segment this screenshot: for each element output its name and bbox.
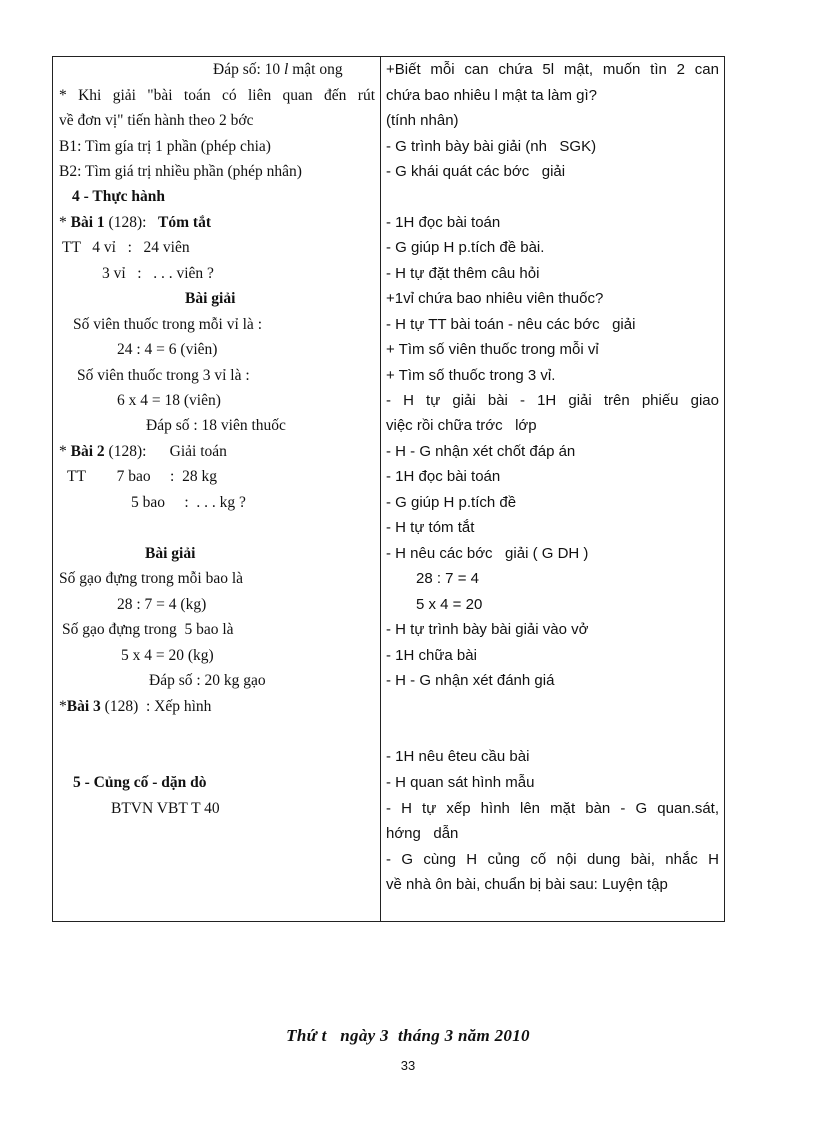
bai3-star: *: [59, 698, 67, 715]
right-line-2: chứa bao nhiêu l mật ta làm gì?: [386, 87, 597, 104]
right-line-24: - H - G nhận xét đánh giá: [386, 672, 555, 689]
bai1-ref: (128):: [104, 214, 159, 231]
homework-line: BTVN VBT T 40: [111, 800, 220, 817]
right-line-29: - G cùng H củng cố nội dung bài, nhắc H: [386, 851, 719, 868]
bai2-solution-heading: Bài giải: [145, 545, 196, 562]
right-line-9: +1vỉ chứa bao nhiêu viên thuốc?: [386, 290, 604, 307]
right-line-23: - 1H chữa bài: [386, 647, 477, 664]
right-line-14: việc rồi chữa trớc lớp: [386, 417, 537, 434]
bai1-solution-4: 6 x 4 = 18 (viên): [117, 392, 221, 409]
right-line-1: +Biết mỗi can chứa 5l mật, muốn tìn 2 can: [386, 61, 719, 78]
bai2-ref: (128): Giải toán: [104, 443, 227, 460]
answer-unit: l: [284, 61, 289, 78]
bai1-solution-1: Số viên thuốc trong mỗi vỉ là :: [73, 316, 262, 333]
right-line-30: về nhà ôn bài, chuẩn bị bài sau: Luyện tập: [386, 876, 668, 893]
bai2-solution-1: Số gạo đựng trong mỗi bao là: [59, 570, 244, 587]
bai2-solution-3: Số gạo đựng trong 5 bao là: [62, 621, 234, 638]
bai3-ref: (128) : Xếp hình: [100, 698, 212, 715]
right-line-16: - 1H đọc bài toán: [386, 468, 501, 485]
bai2-answer: Đáp số : 20 kg gạo: [149, 672, 266, 689]
right-line-5: - G khái quát các bớc giải: [386, 163, 566, 180]
right-line-12: + Tìm số thuốc trong 3 vỉ.: [386, 367, 556, 384]
note-line-1: * Khi giải "bài toán có liên quan đến rút: [59, 87, 375, 104]
bai1-title: Bài 1: [70, 214, 105, 231]
footer-date: Thứ t ngày 3 tháng 3 năm 2010: [286, 1026, 530, 1045]
bai2-summary-2: 5 bao : . . . kg ?: [131, 494, 246, 511]
lesson-table: [52, 56, 725, 922]
right-line-17: - G giúp H p.tích đề: [386, 494, 517, 511]
right-line-4: - G trình bày bài giải (nh SGK): [386, 138, 597, 155]
note-line-2: về đơn vị" tiến hành theo 2 bớc: [59, 112, 254, 129]
step-b1: B1: Tìm gía trị 1 phần (phép chia): [59, 138, 271, 155]
right-line-26: - H quan sát hình mẫu: [386, 774, 535, 791]
right-line-6: - 1H đọc bài toán: [386, 214, 501, 231]
bai1-star: *: [59, 214, 71, 231]
bai3-heading: [59, 697, 211, 717]
section-4-heading: 4 - Thực hành: [72, 188, 166, 205]
right-line-10: - H tự TT bài toán - nêu các bớc giải: [386, 316, 636, 333]
right-line-15: - H - G nhận xét chốt đáp án: [386, 443, 576, 460]
bai1-heading: [59, 213, 211, 233]
right-line-25: - 1H nêu êteu cầu bài: [386, 748, 530, 765]
bai2-solution-2: 28 : 7 = 4 (kg): [117, 596, 207, 613]
bai1-solution-heading: Bài giải: [185, 290, 236, 307]
page-number: 33: [400, 1058, 416, 1073]
bai1-summary-1: TT 4 vỉ : 24 viên: [62, 239, 190, 256]
bai3-title: Bài 3: [66, 698, 101, 715]
right-line-19: - H nêu các bớc giải ( G DH ): [386, 545, 589, 562]
right-line-13: - H tự giải bài - 1H giải trên phiếu giao: [386, 392, 719, 409]
answer-suffix: mật ong: [288, 61, 343, 78]
right-line-8: - H tự đặt thêm câu hỏi: [386, 265, 540, 282]
bai2-title: Bài 2: [70, 443, 105, 460]
right-line-28: hớng dẫn: [386, 825, 459, 842]
bai1-solution-2: 24 : 4 = 6 (viên): [117, 341, 218, 358]
right-line-20: 28 : 7 = 4: [416, 570, 479, 587]
column-divider: [380, 57, 381, 921]
right-line-7: - G giúp H p.tích đề bài.: [386, 239, 545, 256]
right-line-11: + Tìm số viên thuốc trong mỗi vỉ: [386, 341, 599, 358]
right-line-22: - H tự trình bày bài giải vào vở: [386, 621, 589, 638]
step-b2: B2: Tìm giá trị nhiều phần (phép nhân): [59, 163, 302, 180]
bai2-star: *: [59, 443, 71, 460]
section-5-heading: 5 - Củng cố - dặn dò: [73, 774, 207, 791]
bai1-tomtat: Tóm tắt: [158, 214, 211, 231]
right-line-3: (tính nhân): [386, 112, 459, 129]
bai1-answer: Đáp số : 18 viên thuốc: [146, 417, 286, 434]
bai2-solution-4: 5 x 4 = 20 (kg): [121, 647, 214, 664]
bai1-solution-3: Số viên thuốc trong 3 vỉ là :: [77, 367, 250, 384]
bai2-summary-1: TT 7 bao : 28 kg: [67, 468, 217, 485]
bai1-summary-2: 3 vỉ : . . . viên ?: [102, 265, 214, 282]
bai2-heading: [59, 442, 227, 462]
answer-line-honey: [213, 60, 343, 80]
right-line-27: - H tự xếp hình lên mặt bàn - G quan.sát,: [386, 800, 719, 817]
right-line-18: - H tự tóm tắt: [386, 519, 475, 536]
right-line-21: 5 x 4 = 20: [416, 596, 483, 613]
answer-prefix: Đáp số: 10: [213, 61, 285, 78]
